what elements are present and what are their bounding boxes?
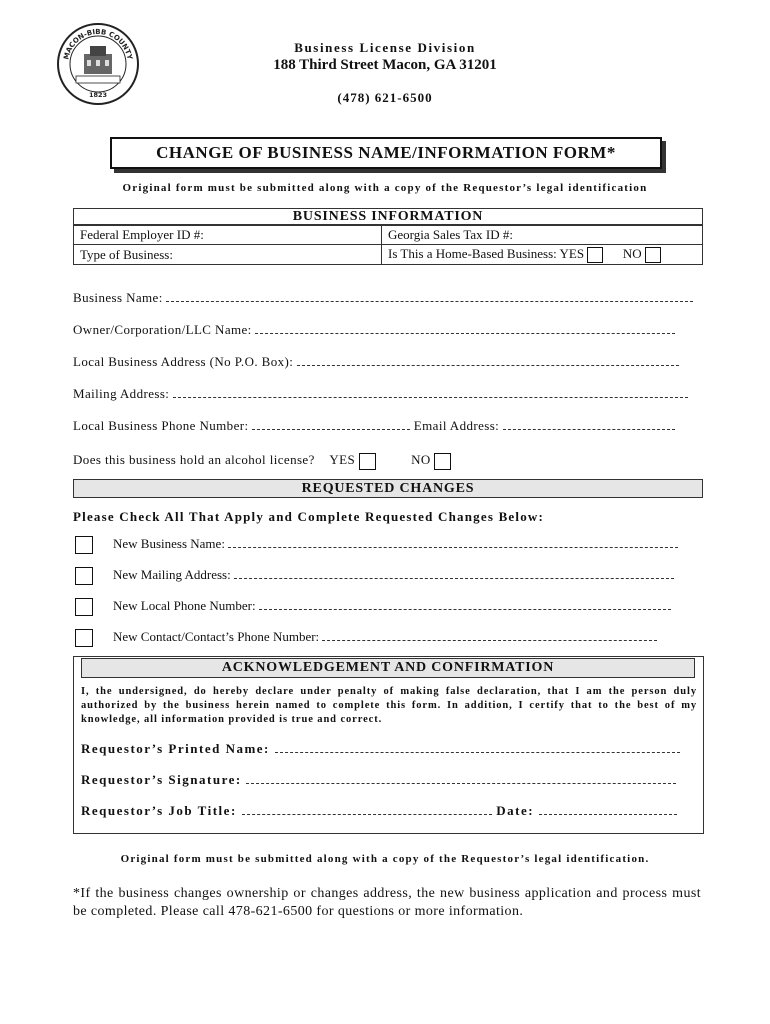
office-phone: (478) 621-6500 — [337, 90, 433, 105]
new-mailing-address-label: New Mailing Address: — [113, 567, 231, 582]
fein-cell[interactable] — [74, 225, 382, 245]
owner-label: Owner/Corporation/LLC Name: — [73, 322, 252, 337]
sales-tax-cell[interactable] — [382, 225, 703, 245]
change-item-row — [75, 629, 657, 647]
local-address-field[interactable] — [297, 356, 679, 366]
change-item-row — [75, 536, 678, 554]
alcohol-no-label: NO — [411, 452, 431, 467]
form-title: CHANGE OF BUSINESS NAME/INFORMATION FORM* — [110, 137, 662, 169]
new-phone-checkbox[interactable] — [75, 598, 93, 616]
svg-text:MACON-BIBB COUNTY: MACON-BIBB COUNTY — [62, 27, 134, 61]
phone-email-row — [73, 418, 675, 434]
fein-label: Federal Employer ID #: — [80, 226, 204, 242]
new-contact-field[interactable] — [322, 631, 657, 641]
signature-row — [81, 772, 676, 788]
new-mailing-address-checkbox[interactable] — [75, 567, 93, 585]
printed-name-label: Requestor’s Printed Name: — [81, 741, 270, 756]
mailing-address-label: Mailing Address: — [73, 386, 170, 401]
local-address-row — [73, 354, 679, 370]
alcohol-no-checkbox[interactable] — [434, 453, 451, 470]
home-based-no-checkbox[interactable] — [645, 247, 661, 263]
mailing-address-field[interactable] — [173, 388, 688, 398]
phone-label: Local Business Phone Number: — [73, 418, 249, 433]
notice-top: Original form must be submitted along with a copy of the Requestor’s legal identification — [122, 182, 648, 194]
alcohol-row — [73, 452, 451, 470]
business-name-label: Business Name: — [73, 290, 163, 305]
date-label: Date: — [496, 803, 535, 818]
change-item-row — [75, 598, 671, 616]
new-business-name-label: New Business Name: — [113, 536, 225, 551]
new-contact-label: New Contact/Contact’s Phone Number: — [113, 629, 320, 644]
job-title-field[interactable] — [242, 805, 492, 815]
requested-changes-instruction: Please Check All That Apply and Complete Requested Changes Below: — [73, 509, 545, 524]
new-business-name-field[interactable] — [228, 538, 678, 548]
home-based-cell — [382, 245, 703, 265]
owner-field[interactable] — [255, 324, 675, 334]
business-info-table — [73, 224, 703, 265]
type-of-business-label: Type of Business: — [80, 246, 173, 262]
printed-name-row — [81, 741, 680, 757]
new-phone-label: New Local Phone Number: — [113, 598, 256, 613]
date-field[interactable] — [539, 805, 677, 815]
printed-name-field[interactable] — [275, 743, 680, 753]
home-based-yes-checkbox[interactable] — [587, 247, 603, 263]
new-business-name-checkbox[interactable] — [75, 536, 93, 554]
business-info-heading: BUSINESS INFORMATION — [73, 208, 703, 226]
division-name: Business License Division — [294, 40, 476, 55]
footnote: *If the business changes ownership or changes address, the new business application and process must be completed. Please call 478-621-6500 for questions or more information. — [73, 886, 701, 919]
job-title-row — [81, 803, 677, 819]
signature-label: Requestor’s Signature: — [81, 772, 242, 787]
home-based-no-label: NO — [622, 246, 642, 261]
email-field[interactable] — [503, 420, 675, 430]
local-address-label: Local Business Address (No P.O. Box): — [73, 354, 294, 369]
new-contact-checkbox[interactable] — [75, 629, 93, 647]
type-of-business-cell[interactable] — [74, 245, 382, 265]
acknowledgement-heading: ACKNOWLEDGEMENT AND CONFIRMATION — [81, 658, 695, 678]
notice-bottom: Original form must be submitted along with a copy of the Requestor’s legal identification. — [120, 853, 650, 865]
alcohol-label: Does this business hold an alcohol license? — [73, 452, 315, 467]
alcohol-yes-checkbox[interactable] — [359, 453, 376, 470]
home-based-yes-label: YES — [559, 246, 585, 261]
acknowledgement-text: I, the undersigned, do hereby declare under penalty of making false declaration, that I am the person duly authorized by the business herein named to complete this form. In addition, I certify that to the best of my knowledge, all information provided is true and correct. — [81, 686, 697, 725]
new-phone-field[interactable] — [259, 600, 671, 610]
phone-field[interactable] — [252, 420, 410, 430]
change-item-row — [75, 567, 674, 585]
owner-row — [73, 322, 675, 338]
home-based-label: Is This a Home-Based Business: — [388, 246, 557, 261]
business-name-field[interactable] — [166, 292, 693, 302]
requested-changes-heading: REQUESTED CHANGES — [73, 479, 703, 498]
business-name-row — [73, 290, 693, 306]
signature-field[interactable] — [246, 774, 676, 784]
alcohol-yes-label: YES — [329, 452, 356, 467]
office-address: 188 Third Street Macon, GA 31201 — [273, 57, 497, 73]
new-mailing-address-field[interactable] — [234, 569, 674, 579]
county-seal-logo — [56, 22, 140, 106]
mailing-address-row — [73, 386, 688, 402]
email-label: Email Address: — [413, 418, 500, 433]
sales-tax-label: Georgia Sales Tax ID #: — [388, 226, 513, 242]
svg-text:1823: 1823 — [88, 91, 108, 99]
job-title-label: Requestor’s Job Title: — [81, 803, 237, 818]
